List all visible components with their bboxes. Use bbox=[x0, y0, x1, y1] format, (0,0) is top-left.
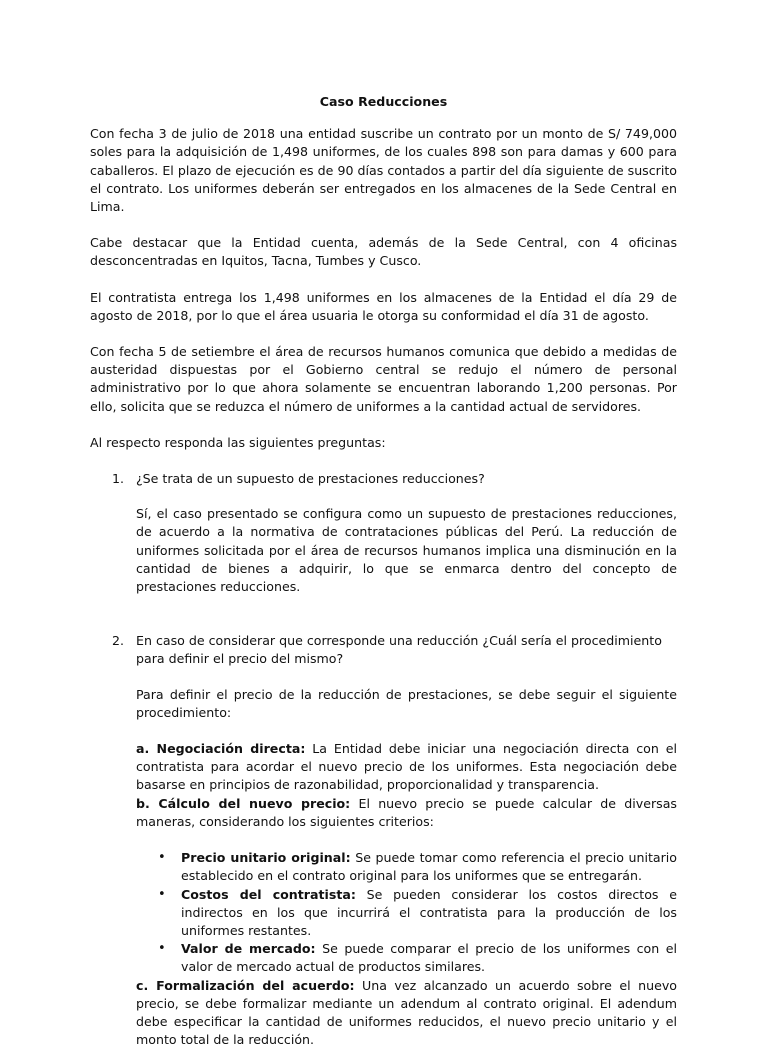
step-label: a. Negociación directa: bbox=[136, 741, 306, 757]
question-text: En caso de considerar que corresponde una reducción ¿Cuál sería el procedimiento para definir el precio del mismo? bbox=[136, 633, 662, 667]
step-b bbox=[136, 795, 677, 831]
paragraph-austerity: Con fecha 5 de setiembre el área de recursos humanos comunica que debido a medidas de austeridad dispuestas por el Gobierno central se redujo el número de personal administrativo por lo que ahora solamente se encuentran laborando 1,200 personas. Por ello, solicita que se reduzca el número de uniformes a la cantidad actual de servidores. bbox=[90, 344, 677, 414]
step-label: b. Cálculo del nuevo precio: bbox=[136, 795, 351, 811]
step-text: Una vez alcanzado un acuerdo sobre el nuevo precio, se debe formalizar mediante un adendum al contrato original. El adendum debe especificar la cantidad de uniformes reducidos, el nuevo precio unitario y el monto total de la reducción. bbox=[136, 977, 677, 1048]
bullet-icon: • bbox=[158, 886, 166, 902]
paragraph-contract: Con fecha 3 de julio de 2018 una entidad suscribe un contrato por un monto de S/ 749,000 soles para la adquisición de 1,498 uniformes, de los cuales 898 son para damas y 600 para caballeros. El plazo de ejecución es de 90 días contados a partir del día siguiente de suscrito el contrato. Los uniformes deberán ser entregados en los almacenes de la Sede Central en Lima. bbox=[90, 126, 677, 215]
question-item-1 bbox=[90, 470, 677, 632]
bullet-icon: • bbox=[158, 941, 166, 957]
criteria-label: Valor de mercado: bbox=[181, 941, 316, 957]
question-list bbox=[90, 470, 677, 1049]
paragraph-prompt: Al respecto responda las siguientes preguntas: bbox=[90, 434, 386, 450]
criteria-text: Se puede tomar como referencia el precio unitario establecido en el contrato original para los uniformes que se entregarán. bbox=[181, 850, 677, 884]
spacer bbox=[136, 614, 677, 632]
bullet-icon: • bbox=[158, 850, 166, 866]
paragraph-delivery: El contratista entrega los 1,498 uniformes en los almacenes de la Entidad el día 29 de agosto de 2018, por lo que el área usuaria le otorga su conformidad el día 31 de agosto. bbox=[90, 289, 677, 323]
question-item-2 bbox=[90, 632, 677, 1049]
criteria-text: Se puede comparar el precio de los uniformes con el valor de mercado actual de productos similares. bbox=[181, 941, 677, 975]
criteria-list bbox=[136, 849, 677, 976]
answer-text: Sí, el caso presentado se configura como un supuesto de prestaciones reducciones, de acuerdo a la normativa de contrataciones públicas del Perú. La reducción de uniformes solicitada por el área de recursos humanos implica una disminución en la cantidad de bienes a adquirir, lo que se enmarca dentro del concepto de prestaciones reducciones. bbox=[136, 506, 677, 595]
step-c bbox=[136, 977, 677, 1049]
step-text: La Entidad debe iniciar una negociación directa con el contratista para acordar el nuevo precio de los uniformes. Esta negociación debe basarse en principios de razonabilidad, proporcionalidad y transparencia. bbox=[136, 741, 677, 793]
question-number: 2. bbox=[112, 633, 125, 649]
criteria-text: Se pueden considerar los costos directos e indirectos en los que incurrirá el contratista para la producción de los uniformes restantes. bbox=[181, 886, 677, 938]
criteria-item-costos bbox=[136, 886, 677, 941]
criteria-item-mercado bbox=[136, 940, 677, 976]
question-text: ¿Se trata de un supuesto de prestaciones reducciones? bbox=[136, 471, 485, 487]
criteria-label: Precio unitario original: bbox=[181, 850, 351, 866]
criteria-label: Costos del contratista: bbox=[181, 886, 356, 902]
document-title: Caso Reducciones bbox=[319, 94, 448, 109]
step-label: c. Formalización del acuerdo: bbox=[136, 977, 355, 993]
paragraph-offices: Cabe destacar que la Entidad cuenta, además de la Sede Central, con 4 oficinas desconcentradas en Iquitos, Tacna, Tumbes y Cusco. bbox=[90, 235, 677, 269]
question-number: 1. bbox=[112, 471, 125, 487]
answer-intro: Para definir el precio de la reducción de prestaciones, se debe seguir el siguiente procedimiento: bbox=[136, 686, 677, 720]
step-text: El nuevo precio se puede calcular de diversas maneras, considerando los siguientes criterios: bbox=[136, 795, 677, 829]
step-a bbox=[136, 740, 677, 795]
document-body bbox=[90, 93, 677, 1049]
criteria-item-precio bbox=[136, 849, 677, 885]
